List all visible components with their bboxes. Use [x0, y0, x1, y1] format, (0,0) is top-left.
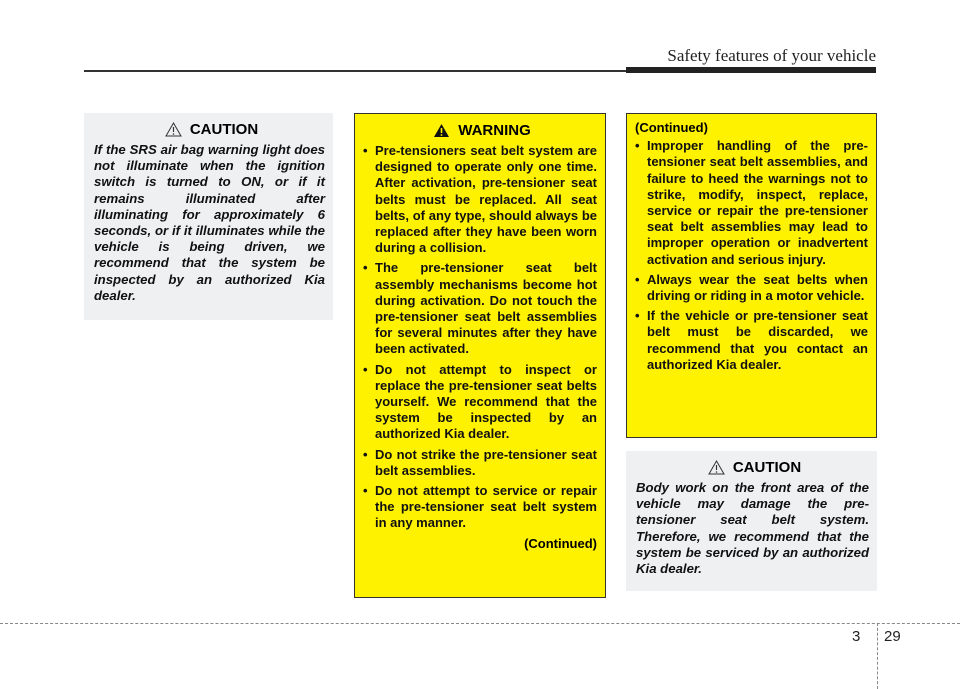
warning-triangle-filled-icon	[433, 123, 450, 138]
page-header-title: Safety features of your vehicle	[667, 46, 876, 65]
warning-triangle-icon	[708, 460, 725, 475]
warning-continued-box	[626, 113, 877, 438]
chapter-number: 3	[852, 628, 861, 645]
caution-heading	[94, 121, 325, 138]
caution-text: Body work on the front area of the vehicle may damage the pre-tensioner seat belt system. Therefore, we recommend that the system be serviced by an authorized Kia dealer.	[636, 480, 869, 577]
page-number: 29	[884, 628, 901, 645]
caution-heading	[636, 459, 869, 476]
continued-list	[635, 138, 868, 373]
warning-heading	[363, 122, 597, 139]
list-item: • Pre-tensioners seat belt system are designed to operate only one time. After activation, pre-tensioner seat belts must be replaced. All seat belts, of any type, should always be replaced after they have been worn during a collision.	[363, 143, 597, 256]
caution-box-body-work	[626, 451, 877, 591]
list-item: • Do not strike the pre-tensioner seat belt assemblies.	[363, 447, 597, 479]
header-accent-bar	[626, 67, 876, 73]
list-item: • Do not attempt to service or repair the pre-tensioner seat belt system in any manner.	[363, 483, 597, 532]
list-item: • Do not attempt to inspect or replace the pre-tensioner seat belts yourself. We recommend that the system be inspected by an authorized Kia dealer.	[363, 362, 597, 443]
list-item: • If the vehicle or pre-tensioner seat belt must be discarded, we recommend that you contact an authorized Kia dealer.	[635, 308, 868, 373]
warning-list	[363, 143, 597, 532]
continued-heading: (Continued)	[635, 120, 708, 135]
continued-label: (Continued)	[524, 535, 597, 551]
footer-dashed-divider	[877, 623, 878, 689]
caution-text: If the SRS air bag warning light does not illuminate when the ignition switch is turned to ON, or if it remains illuminated after illuminating for approximately 6 seconds, or if it illuminates while the vehicle is being driven, we recommend that the system be inspected by an authorized Kia dealer.	[94, 142, 325, 303]
caution-heading-label: CAUTION	[189, 121, 259, 138]
list-item: • The pre-tensioner seat belt assembly mechanisms become hot during activation. Do not touch the pre-tensioner seat belt assemblies for several minutes after they have been activated.	[363, 260, 597, 357]
footer-dashed-rule	[0, 623, 960, 624]
caution-box-srs	[84, 113, 333, 320]
warning-triangle-icon	[165, 122, 182, 137]
list-item: • Improper handling of the pre-tensioner seat belt assemblies, and failure to heed the warnings not to strike, modify, inspect, replace, service or repair the pre-tensioner seat belt assemblies may lead to improper operation or inadvertent activation and serious injury.	[635, 138, 868, 268]
list-item: • Always wear the seat belts when driving or riding in a motor vehicle.	[635, 272, 868, 304]
caution-heading-label: CAUTION	[732, 459, 802, 476]
warning-box-pretensioner	[354, 113, 606, 598]
warning-heading-label: WARNING	[458, 122, 531, 139]
